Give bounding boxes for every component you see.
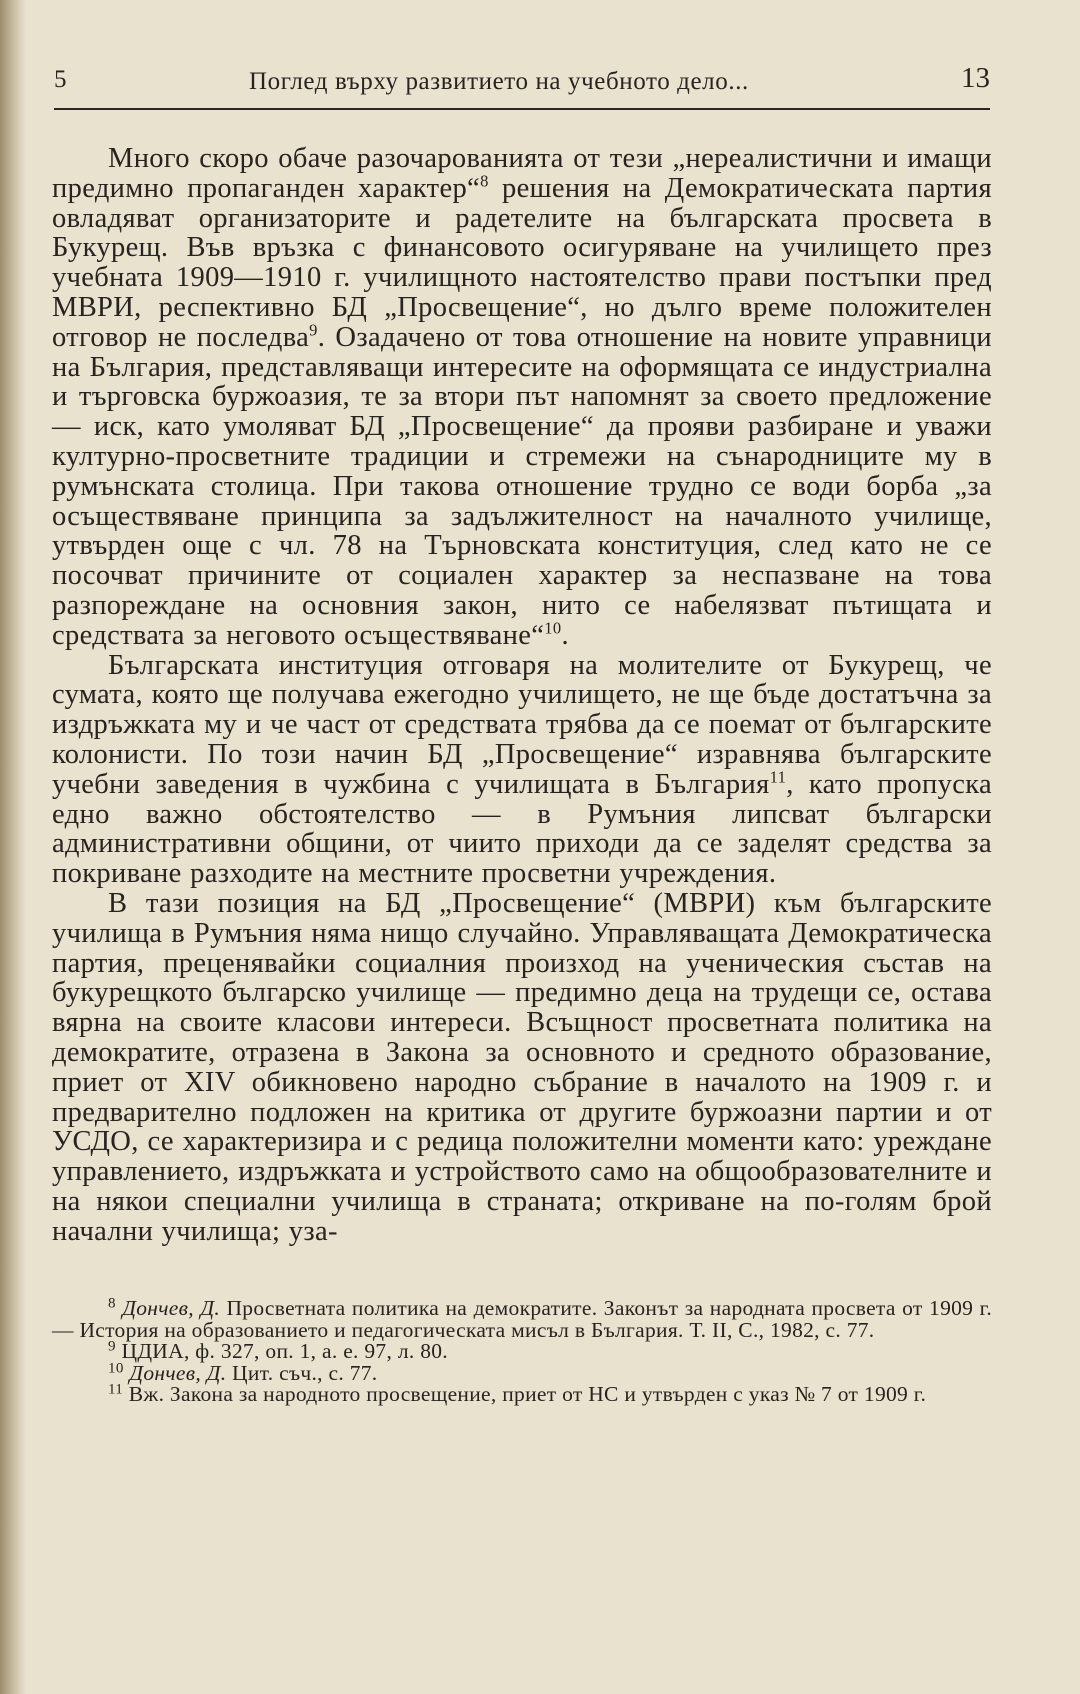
paragraph-text: решения на Демократическата партия овладяват организаторите и радетелите на българската просвета в Букурещ. Във връзка с финансовото осигуряване на училището през учебната 1909—1910 г. училищното настоятелство прави постъпки пред МВРИ, респективно БД „Просвещение“, но дълго време положителен отговор не последва bbox=[52, 172, 992, 353]
page-number: 13 bbox=[961, 62, 990, 94]
body-text bbox=[52, 144, 992, 1246]
paragraph-text: Българската институция отговаря на молителите от Букурещ, че сумата, която ще получава ежегодно училището, не ще бъде достатъчна за издръжката му и че част от средствата трябва да се поемат от българските колонисти. По този начин БД „Просвещение“ изравнява българските учебни заведения в чужбина с училищата в България bbox=[52, 649, 992, 800]
paragraph-text: . bbox=[561, 619, 569, 651]
footnote-reference: 9 bbox=[309, 320, 318, 340]
paragraph-text: . Озадачено от това отношение на новите управници на България, представляващи интересите на оформящата се индустриална и търговска буржоазия, те за втори път напомнят за своето предложение — иск, като умоляват БД „Просвещение“ да прояви разбиране и уважи културно-просветните традиции и стремежи на сънародниците му в румънската столица. При такова отношение трудно се води борба „за осъществяване принципа за задължителност на началното училище, утвърден още с чл. 78 на Търновската конституция, след като не се посочват причините от социален характер за неспазване на това разпореждане на основния закон, нито се набелязват пътищата и средствата за неговото осъществяване“ bbox=[52, 321, 992, 651]
footnote-text: Просветната политика на демократите. Законът за народната просвета от 1909 г. — История на образованието и педагогическата мисъл в България. Т. II, С., 1982, с. 77. bbox=[52, 1296, 993, 1342]
footnote-reference: 11 bbox=[769, 767, 787, 786]
paragraph bbox=[52, 651, 992, 889]
book-page bbox=[52, 60, 992, 1660]
footnote bbox=[52, 1295, 993, 1342]
footnote-text: Вж. Закона за народното просвещение, приет от НС и утвърден с указ № 7 от 1909 г. bbox=[128, 1382, 927, 1407]
paragraph-text: , като пропуска едно важно обстоятелство — в Румъния липсват български административни общини, от чиито приходи да се заделят средства за покриване разходите на местните просветни учреждения. bbox=[52, 768, 992, 890]
footnote-marker: 10 bbox=[108, 1360, 124, 1377]
paragraph-text: В тази позиция на БД „Просвещение“ (МВРИ) към българските училища в Румъния няма нищо случайно. Управляващата Демократическа партия, преценявайки социалния произход на ученическия състав на букурещкото българско училище — предимно деца на трудещи се, остава вярна на своите класови интереси. Всъщност просветната политика на демократите, отразена в Закона за основното и средното образование, приет от XIV обикновено народно събрание в началото на 1909 г. и предварително подложен на критика от другите буржоазни партии и от УСДО, се характеризира и с редица положителни моменти като: уреждане управлението, издръжката и устройството само на общообразователните и на някои специални училища в страната; откриване на по-голям брой начални училища; уза- bbox=[52, 887, 992, 1247]
footnote-text: ЦДИА, ф. 327, оп. 1, а. е. 97, л. 80. bbox=[121, 1339, 448, 1364]
running-title: Поглед върху развитието на учебното дело... bbox=[249, 68, 749, 95]
footnote-reference: 8 bbox=[480, 171, 489, 191]
footnote-marker: 9 bbox=[108, 1338, 116, 1355]
footnote-text: Цит. съч., с. 77. bbox=[226, 1360, 378, 1385]
paragraph bbox=[52, 144, 992, 651]
footnote bbox=[52, 1381, 992, 1407]
paragraph-text: Много скоро обаче разочарованията от тези „нереалистични и имащи предимно пропаганден характер“ bbox=[52, 143, 992, 204]
book-binding-edge bbox=[0, 0, 26, 1694]
footnote-reference: 10 bbox=[544, 618, 562, 638]
running-head bbox=[54, 60, 990, 110]
footnote bbox=[52, 1338, 992, 1364]
footnotes bbox=[52, 1295, 993, 1407]
footnote-author: Дончев, Д. bbox=[122, 1296, 221, 1321]
chapter-number: 5 bbox=[54, 66, 67, 93]
paragraph bbox=[52, 889, 992, 1247]
footnote-author: Дончев, Д. bbox=[129, 1360, 227, 1385]
footnote-marker: 11 bbox=[108, 1381, 124, 1398]
footnote-marker: 8 bbox=[108, 1295, 116, 1312]
